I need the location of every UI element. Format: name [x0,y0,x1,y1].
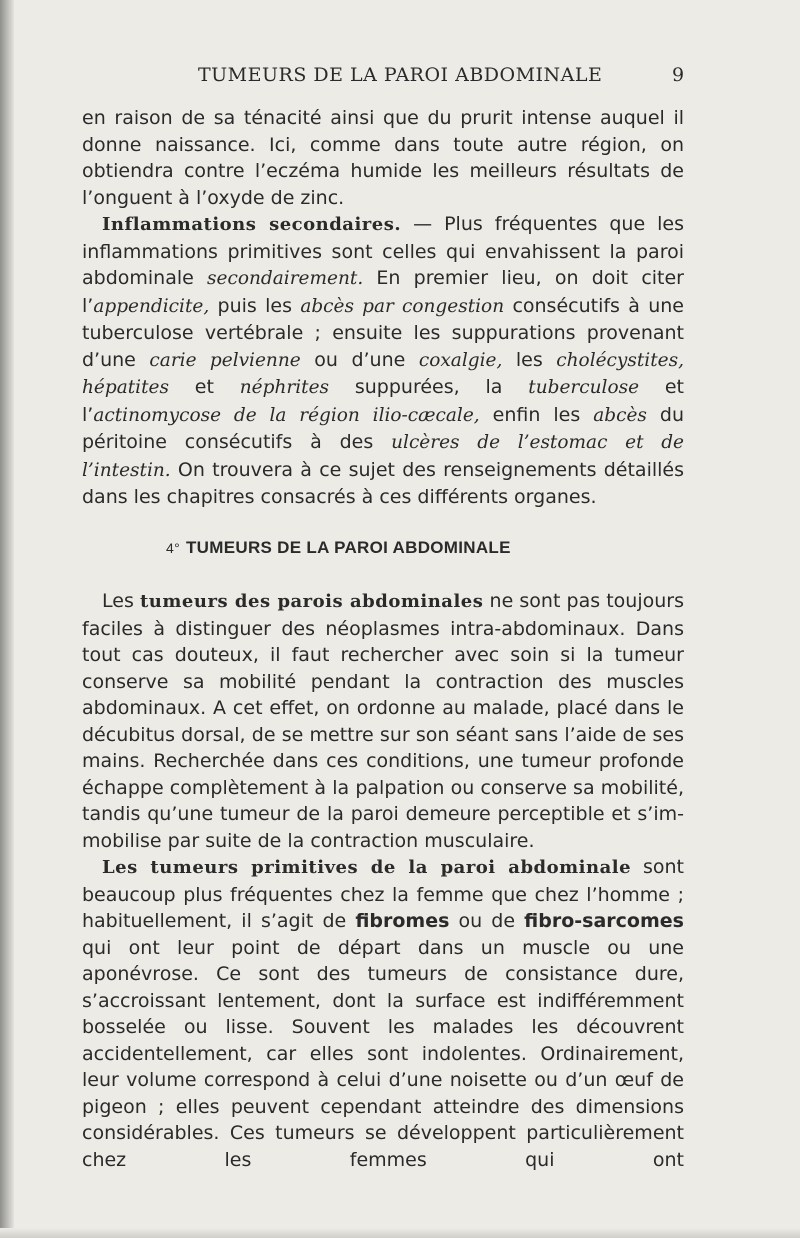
paragraph-text: en raison de sa ténacité ainsi que du prurit intense auquel il donne naissance. Ici, comme dans toute autre région, on obtiendra contre l’eczéma humide les meilleurs résultats de l’onguent à l’oxyde de zinc. [82,107,684,209]
text-block-bottom [82,588,684,1173]
paragraph-secondary-inflammations: Inflammations secondaires. — Plus fréquentes que les inflammations primitives sont celles qui envahissent la paroi abdominale secondairement. En premier lieu, on doit citer l’appendicite, puis les abcès par congestion consécutifs à une tuberculose vertébrale ; ensuite les suppurations provenant d’une carie pelvienne ou d’une coxalgie, les cholécystites, hépatites et néphrites suppurées, la tuberculose et l’actinomycose de la région ilio-cæcale, enfin les abcès du péritoine consécutifs à des ulcères de l’estomac et de l’intestin. On trouvera à ce sujet des renseignements détaillés dans les chapitres consacrés à ces différents organes. [82,213,684,508]
section-heading [166,538,511,558]
running-header [0,64,800,94]
paragraph-heading: Inflammations secondaires. [102,214,402,235]
bold-term: fibro-sarcomes [524,910,684,932]
section-number: 4° [166,540,180,556]
text-block-top [82,105,684,511]
paragraph-eczema [82,105,684,211]
page-number: 9 [672,64,685,86]
page-bottom-edge [0,1228,800,1238]
bold-term: tumeurs des parois abdominales [139,591,484,612]
page-binding-edge [0,0,14,1238]
running-title: TUMEURS DE LA PAROI ABDOMINALE [198,64,603,86]
paragraph-primitive-tumors: Les tumeurs primitives de la paroi abdominale sont beaucoup plus fréquentes chez la femme que chez l’homme ; habituellement, il s’agit de fibromes ou de fibro-sarcomes qui ont leur point de départ dans un muscle ou une aponévrose. Ce sont des tumeurs de consistance dure, s’accroissant lentement, dont la surface est indifféremment bosselée ou lisse. Souvent les malades les découvrent accidentellement, car elles sont indolentes. Ordinairement, leur volume correspond à celui d’une noisette ou d’un œuf de pigeon ; elles peuvent cependant atteindre des dimensions considérables. Ces tumeurs se développent particulièrement chez les femmes qui ont [82,856,684,1171]
paragraph-wall-tumors: Les tumeurs des parois abdominales ne sont pas toujours faciles à distinguer des néoplasmes intra-abdominaux. Dans tout cas douteux, il faut rechercher avec soin si la tumeur conserve sa mobilité pendant la contraction des muscles abdominaux. A cet effet, on ordonne au malade, placé dans le décubitus dorsal, de se mettre sur son séant sans l’aide de ses mains. Recherchée dans ces conditions, une tumeur profonde échappe complètement à la palpation ou conserve sa mobilité, tandis qu’une tumeur de la paroi demeure perceptible et s’immobilise par suite de la contraction musculaire. [82,590,685,852]
section-title: TUMEURS DE LA PAROI ABDOMINALE [186,538,511,557]
paragraph-heading: Les tumeurs primitives de la paroi abdominale [102,857,632,878]
bold-term: fibromes [355,910,450,932]
